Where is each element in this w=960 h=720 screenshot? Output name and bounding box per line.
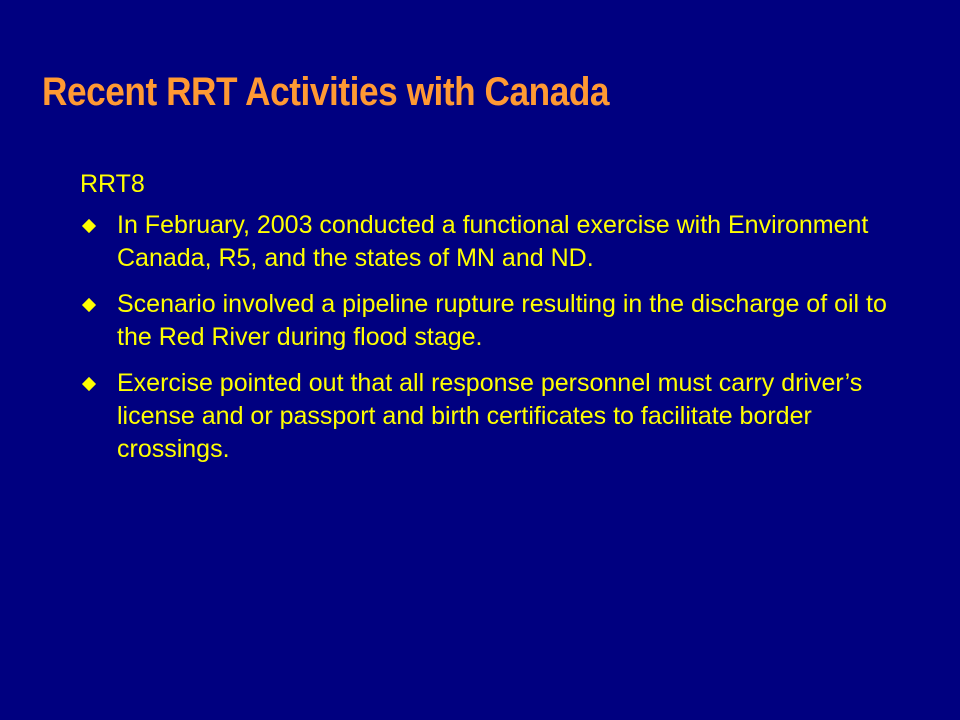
bullet-item [80, 367, 897, 466]
bullet-list [80, 209, 920, 466]
diamond-bullet-icon [82, 298, 96, 312]
slide-title: Recent RRT Activities with Canada [42, 70, 610, 114]
bullet-item [80, 288, 897, 354]
diamond-bullet-icon [82, 219, 96, 233]
diamond-bullet-icon [82, 377, 96, 391]
slide-body [80, 168, 920, 479]
bullet-text: Scenario involved a pipeline rupture resulting in the discharge of oil to the Red River during flood stage. [117, 290, 887, 351]
bullet-text: In February, 2003 conducted a functional exercise with Environment Canada, R5, and the states of MN and ND. [117, 211, 869, 272]
bullet-item [80, 209, 897, 275]
section-heading: RRT8 [80, 170, 145, 198]
bullet-text: Exercise pointed out that all response personnel must carry driver’s license and or passport and birth certificates to facilitate border crossings. [117, 369, 863, 463]
